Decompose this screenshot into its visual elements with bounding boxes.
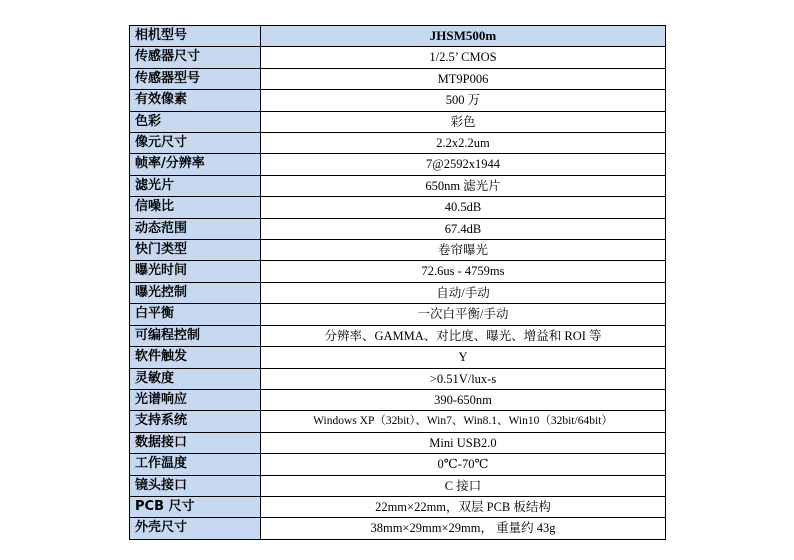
spec-value-operating-temperature: 0℃-70℃: [261, 454, 666, 475]
spec-row-dynamic-range: [130, 218, 666, 239]
spec-label-snr: 信噪比: [130, 197, 261, 218]
spec-value-programmable-control: 分辨率、GAMMA、对比度、曝光、增益和 ROI 等: [261, 325, 666, 346]
spec-row-lens-mount: [130, 475, 666, 496]
spec-row-exposure-control: [130, 282, 666, 303]
spec-label-sensor-model: 传感器型号: [130, 68, 261, 89]
spec-row-housing-size: [130, 518, 666, 539]
spec-row-shutter-type: [130, 240, 666, 261]
spec-label-frame-rate: 帧率/分辨率: [130, 154, 261, 175]
spec-value-camera-model: JHSM500m: [261, 26, 666, 47]
spec-value-filter: 650nm 滤光片: [261, 175, 666, 196]
spec-value-color: 彩色: [261, 111, 666, 132]
spec-row-programmable-control: [130, 325, 666, 346]
spec-row-pcb-size: [130, 496, 666, 517]
spec-value-white-balance: 一次白平衡/手动: [261, 304, 666, 325]
spec-row-sensor-size: [130, 47, 666, 68]
spec-table-body: [130, 26, 666, 540]
spec-row-effective-pixels: [130, 90, 666, 111]
spec-value-housing-size: 38mm×29mm×29mm， 重量约 43g: [261, 518, 666, 539]
spec-label-pcb-size: PCB 尺寸: [130, 496, 261, 517]
spec-value-exposure-control: 自动/手动: [261, 282, 666, 303]
spec-value-sensor-model: MT9P006: [261, 68, 666, 89]
spec-label-pixel-size: 像元尺寸: [130, 133, 261, 154]
spec-value-data-interface: Mini USB2.0: [261, 432, 666, 453]
spec-value-spectral-response: 390-650nm: [261, 389, 666, 410]
spec-row-spectral-response: [130, 389, 666, 410]
spec-label-programmable-control: 可编程控制: [130, 325, 261, 346]
spec-row-sensor-model: [130, 68, 666, 89]
spec-row-sensitivity: [130, 368, 666, 389]
spec-label-dynamic-range: 动态范围: [130, 218, 261, 239]
spec-value-software-trigger: Y: [261, 347, 666, 368]
spec-label-exposure-time: 曝光时间: [130, 261, 261, 282]
spec-row-camera-model: [130, 26, 666, 47]
spec-value-effective-pixels: 500 万: [261, 90, 666, 111]
spec-label-data-interface: 数据接口: [130, 432, 261, 453]
spec-label-software-trigger: 软件触发: [130, 347, 261, 368]
spec-value-pixel-size: 2.2x2.2um: [261, 133, 666, 154]
spec-label-white-balance: 白平衡: [130, 304, 261, 325]
spec-label-color: 色彩: [130, 111, 261, 132]
spec-value-snr: 40.5dB: [261, 197, 666, 218]
spec-value-pcb-size: 22mm×22mm，双层 PCB 板结构: [261, 496, 666, 517]
spec-row-color: [130, 111, 666, 132]
spec-label-supported-systems: 支持系统: [130, 411, 261, 432]
spec-label-sensitivity: 灵敏度: [130, 368, 261, 389]
spec-row-filter: [130, 175, 666, 196]
spec-value-frame-rate: 7@2592x1944: [261, 154, 666, 175]
spec-value-supported-systems: Windows XP（32bit）、Win7、Win8.1、Win10（32bit/64bit）: [261, 411, 666, 432]
spec-row-frame-rate: [130, 154, 666, 175]
spec-label-operating-temperature: 工作温度: [130, 454, 261, 475]
spec-label-spectral-response: 光谱响应: [130, 389, 261, 410]
camera-spec-table: [129, 25, 666, 540]
spec-row-snr: [130, 197, 666, 218]
spec-label-exposure-control: 曝光控制: [130, 282, 261, 303]
spec-value-exposure-time: 72.6us - 4759ms: [261, 261, 666, 282]
spec-row-exposure-time: [130, 261, 666, 282]
spec-label-camera-model: 相机型号: [130, 26, 261, 47]
spec-value-dynamic-range: 67.4dB: [261, 218, 666, 239]
spec-row-supported-systems: [130, 411, 666, 432]
spec-label-filter: 滤光片: [130, 175, 261, 196]
spec-value-sensor-size: 1/2.5’ CMOS: [261, 47, 666, 68]
spec-value-sensitivity: >0.51V/lux-s: [261, 368, 666, 389]
spec-value-shutter-type: 卷帘曝光: [261, 240, 666, 261]
spec-label-effective-pixels: 有效像素: [130, 90, 261, 111]
spec-row-pixel-size: [130, 133, 666, 154]
spec-row-software-trigger: [130, 347, 666, 368]
spec-label-shutter-type: 快门类型: [130, 240, 261, 261]
spec-label-housing-size: 外壳尺寸: [130, 518, 261, 539]
spec-value-lens-mount: C 接口: [261, 475, 666, 496]
spec-label-lens-mount: 镜头接口: [130, 475, 261, 496]
spec-label-sensor-size: 传感器尺寸: [130, 47, 261, 68]
spec-row-operating-temperature: [130, 454, 666, 475]
spec-row-white-balance: [130, 304, 666, 325]
spec-row-data-interface: [130, 432, 666, 453]
